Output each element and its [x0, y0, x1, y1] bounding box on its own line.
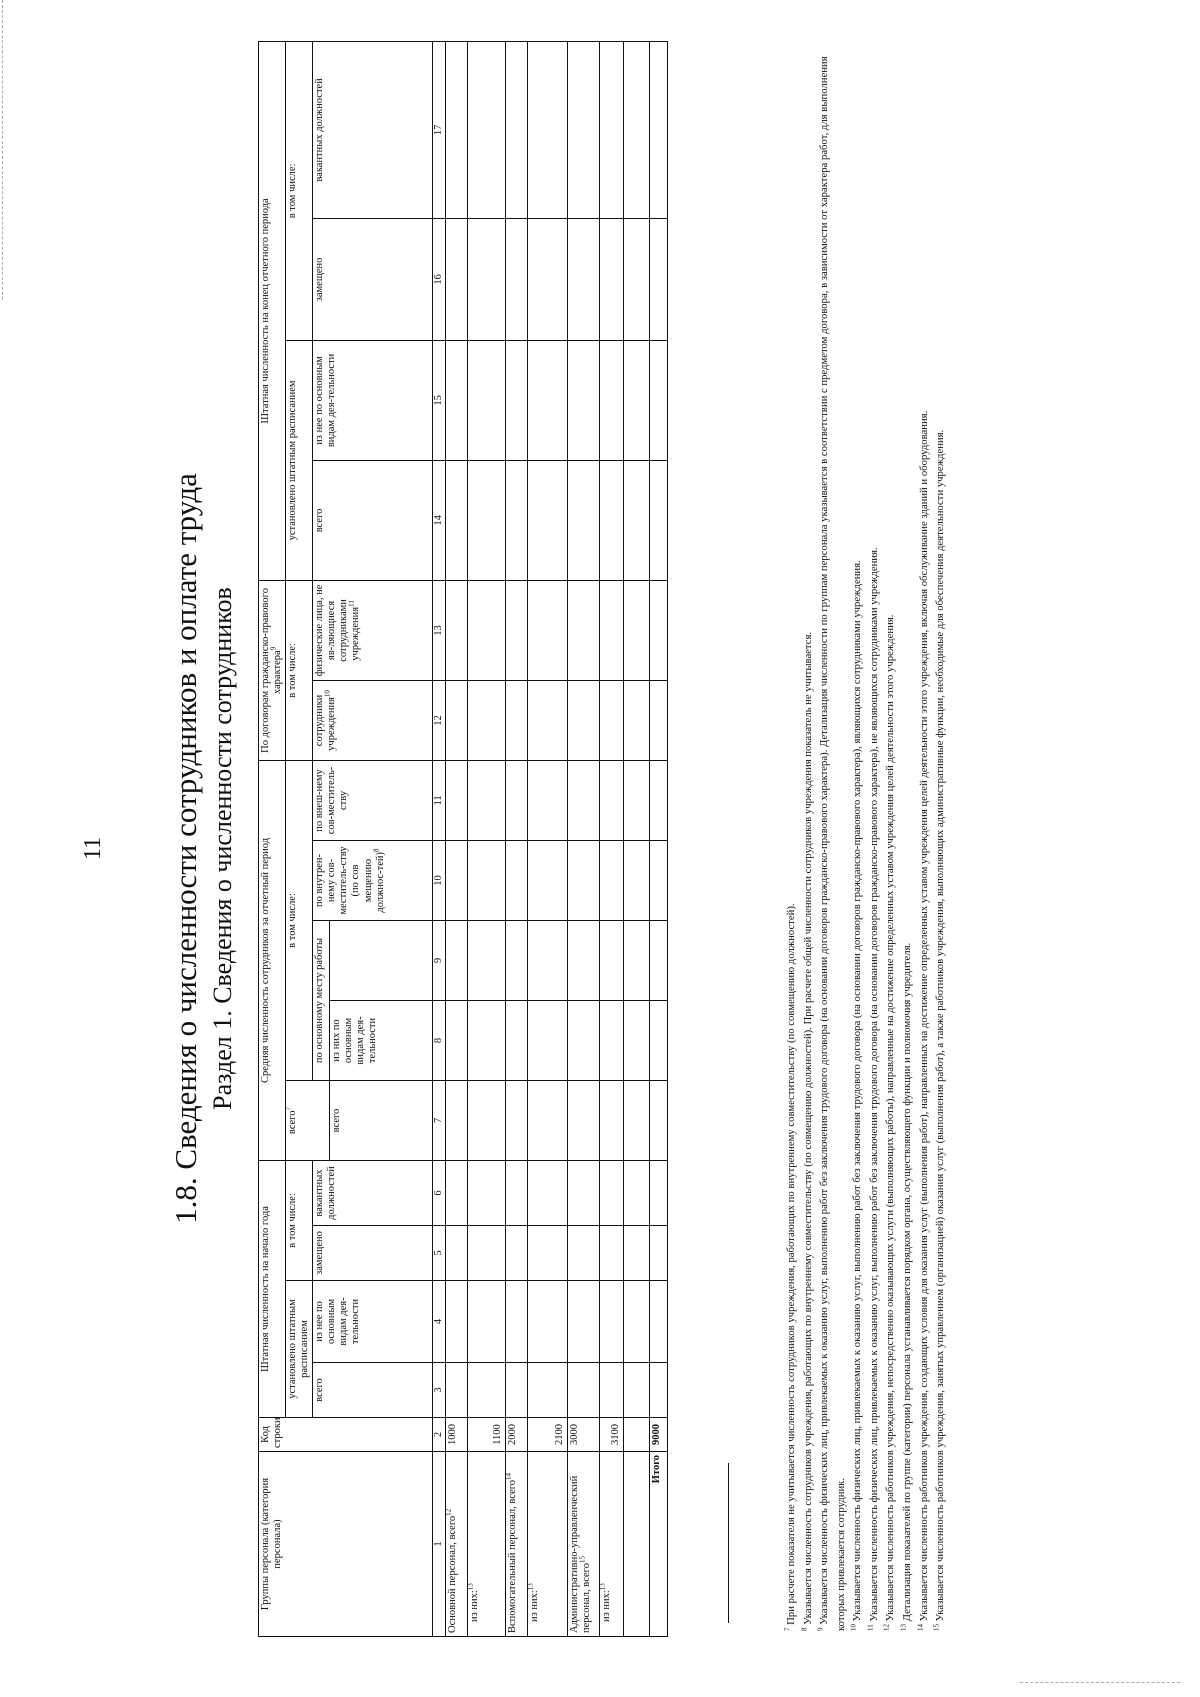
data-cell [528, 1161, 568, 1226]
data-cell [650, 921, 668, 1001]
header-main-place: по основному месту работы [313, 921, 330, 1081]
data-cell [528, 1363, 568, 1418]
data-cell [568, 1281, 600, 1363]
row-code: 2000 [506, 1418, 528, 1452]
data-cell [446, 1001, 468, 1081]
page-number: 11 [80, 836, 106, 861]
header-contracts: По договорам гражданско-правового характера$^9$ [259, 580, 286, 760]
data-cell [506, 218, 528, 340]
data-cell [468, 1081, 506, 1161]
column-number: 14 [433, 460, 446, 580]
data-cell [568, 1363, 600, 1418]
data-cell [528, 580, 568, 680]
data-cell [468, 1363, 506, 1418]
data-cell [468, 760, 506, 840]
data-cell [468, 340, 506, 460]
column-number: 8 [433, 1001, 446, 1081]
data-cell [446, 760, 468, 840]
footnote: $^9$ Указывается численность физических лиц, привлекаемых к оказанию услуг, выполнению работ без заключения трудового договора (на основании договоров гражданско-правового характера). Детализация численности по группам персонала указывается в соответствии с предметом договора, в зависимости от характера работ, для выполнения которых привлекается сотрудник. [816, 56, 847, 1631]
table-row [506, 41, 528, 1636]
column-number: 16 [433, 218, 446, 340]
header-vacant: вакантных должностей [313, 41, 433, 218]
data-cell [506, 921, 528, 1001]
data-cell [624, 841, 650, 921]
header-including: в том числе: [286, 41, 313, 340]
column-number: 6 [433, 1161, 446, 1226]
row-label: из них:$^{13}$ [468, 1452, 506, 1637]
data-cell [446, 1281, 468, 1363]
row-code: 1100 [468, 1418, 506, 1452]
header-staff: сотрудники учреждения$^{10}$ [313, 680, 433, 760]
row-code: 3000 [568, 1418, 600, 1452]
header-including: в том числе: [286, 1161, 313, 1281]
data-cell [446, 841, 468, 921]
row-code: 3100 [600, 1418, 624, 1452]
data-cell [600, 41, 624, 218]
data-cell [506, 841, 528, 921]
data-cell [446, 921, 468, 1001]
data-cell [624, 1081, 650, 1161]
footnote: $^{11}$ Указывается численность физических лиц, привлекаемых к оказанию услуг, выполнению работ без заключения трудового договора (на основании договоров гражданско-правового характера), не являющихся сотрудниками учреждения. [866, 547, 880, 1631]
header-code: Код строки [259, 1418, 433, 1452]
data-cell [468, 841, 506, 921]
data-cell [600, 1081, 624, 1161]
table-row [468, 41, 506, 1636]
data-cell [506, 1001, 528, 1081]
data-cell [528, 1001, 568, 1081]
footnotes [783, 41, 949, 1631]
header-average: Средняя численность сотрудников за отчетный период [259, 760, 286, 1160]
data-cell [528, 340, 568, 460]
data-cell [600, 1161, 624, 1226]
row-label: Административно-управленческий персонал, всего$^{15}$ [568, 1452, 600, 1637]
footnote: $^{14}$ Указывается численность работников учреждения, создающих условия для оказания услуг (выполнения работ), направленных на достижение определенных уставом учреждения целей деятельности этого учреждения, включая обслуживание зданий и оборудования. [916, 410, 930, 1631]
data-cell [624, 921, 650, 1001]
table-row [528, 41, 568, 1636]
header-total: всего [313, 460, 433, 580]
data-cell [506, 1281, 528, 1363]
data-cell [600, 460, 624, 580]
data-cell [624, 1281, 650, 1363]
header-total: всего [313, 1363, 433, 1418]
data-cell [468, 460, 506, 580]
data-cell [468, 580, 506, 680]
data-cell [600, 218, 624, 340]
column-numbers-row [433, 41, 446, 1636]
data-cell [624, 680, 650, 760]
data-cell [528, 921, 568, 1001]
data-cell [528, 1081, 568, 1161]
data-cell [528, 1281, 568, 1363]
data-cell [506, 340, 528, 460]
data-cell [568, 1226, 600, 1281]
column-number: 13 [433, 580, 446, 680]
footnote: $^8$ Указывается численность сотрудников учреждения, работающих по внутреннему совместительству (по совмещению должностей). При расчете общей численности сотрудников учреждения показатель не учитывается. [800, 631, 814, 1631]
data-cell [624, 760, 650, 840]
row-code: 2100 [528, 1418, 568, 1452]
data-cell [650, 680, 668, 760]
data-cell [568, 460, 600, 580]
column-number: 12 [433, 680, 446, 760]
header-established: установлено штатным расписанием [286, 340, 313, 580]
data-cell [624, 460, 650, 580]
data-cell [506, 1161, 528, 1226]
row-label: из них:$^{13}$ [528, 1452, 568, 1637]
data-cell [446, 1081, 468, 1161]
data-cell [468, 1281, 506, 1363]
data-cell [650, 580, 668, 680]
column-number: 9 [433, 921, 446, 1001]
header-established: установлено штатным расписанием [286, 1281, 313, 1418]
data-cell [528, 218, 568, 340]
data-cell [568, 1161, 600, 1226]
data-cell [600, 340, 624, 460]
data-cell [506, 460, 528, 580]
table-row [624, 41, 650, 1636]
footnote: $^{13}$ Детализация показателей по группе (категории) персонала устанавливается порядком органа, осуществляющего функции и полномочия учредителя. [899, 942, 914, 1631]
data-cell [468, 218, 506, 340]
header-start-of-year: Штатная численность на начало года [259, 1161, 286, 1418]
data-cell [468, 921, 506, 1001]
data-cell [650, 1081, 668, 1161]
header-internal: по внутрен-нему сов-меститель-ству (по сов мещению должнос-тей)$^8$ [313, 841, 433, 921]
data-cell [446, 218, 468, 340]
data-cell [600, 760, 624, 840]
footnote: $^7$ При расчете показателя не учитывается численность сотрудников учреждения, работающих по внутреннему совместительству (по совмещению должностей). [783, 903, 797, 1631]
data-cell [446, 1226, 468, 1281]
data-cell [624, 1363, 650, 1418]
data-cell [650, 841, 668, 921]
data-cell [568, 580, 600, 680]
data-cell [624, 41, 650, 218]
data-cell [506, 680, 528, 760]
table-row [568, 41, 600, 1636]
data-cell [624, 340, 650, 460]
column-number: 7 [433, 1081, 446, 1161]
data-cell [650, 460, 668, 580]
data-cell [568, 1001, 600, 1081]
data-cell [600, 841, 624, 921]
column-number: 10 [433, 841, 446, 921]
data-cell [568, 760, 600, 840]
data-cell [568, 41, 600, 218]
data-cell [468, 1161, 506, 1226]
data-cell [600, 580, 624, 680]
data-cell [528, 41, 568, 218]
column-number: 17 [433, 41, 446, 218]
data-cell [650, 218, 668, 340]
header-including: в том числе: [286, 580, 313, 760]
column-number: 11 [433, 760, 446, 840]
footnote-divider [728, 1463, 729, 1623]
column-number: 3 [433, 1363, 446, 1418]
data-cell [446, 41, 468, 218]
data-cell [650, 1363, 668, 1418]
data-cell [506, 1226, 528, 1281]
data-cell [528, 841, 568, 921]
data-cell [446, 1363, 468, 1418]
header-avg-total: всего$^7$ [286, 1081, 330, 1161]
data-cell [568, 921, 600, 1001]
data-cell [446, 580, 468, 680]
data-cell [506, 1081, 528, 1161]
header-individuals: физические лица, не яв-ляющиеся сотрудниками учреждения$^{11}$ [313, 580, 433, 680]
row-label: Основной персонал, всего$^{12}$ [446, 1452, 468, 1637]
column-number: 4 [433, 1281, 446, 1363]
data-cell [650, 340, 668, 460]
footnote: $^{10}$ Указывается численность физических лиц, привлекаемых к оказанию услуг, выполнению работ без заключения трудового договора (на основании договоров гражданско-правового характера), являющихся сотрудниками учреждения. [849, 560, 864, 1631]
data-cell [650, 1226, 668, 1281]
row-label: Итого [650, 1452, 668, 1637]
data-cell [600, 921, 624, 1001]
header-external: по внеш-нему сов-меститель-ству [313, 760, 433, 840]
data-cell [650, 1001, 668, 1081]
header-of-which: из нее по основным видам дея-тельности [313, 1281, 433, 1363]
data-cell [528, 680, 568, 760]
header-of-them: из них по основным видам дея-тельности [330, 1001, 433, 1081]
data-cell [468, 1226, 506, 1281]
header-of-which: из нее по основным видам дея-тельности [313, 340, 433, 460]
data-cell [506, 1363, 528, 1418]
data-cell [568, 340, 600, 460]
data-cell [568, 218, 600, 340]
header-vacant: вакантных должностей [313, 1161, 433, 1226]
data-cell [600, 1281, 624, 1363]
table-row [650, 41, 668, 1636]
page-title: 1.8. Сведения о численности сотрудников и оплате труда [168, 473, 203, 1224]
row-label [624, 1452, 650, 1637]
data-cell [568, 1081, 600, 1161]
data-cell [624, 580, 650, 680]
data-cell [650, 41, 668, 218]
data-cell [568, 680, 600, 760]
data-cell [506, 760, 528, 840]
row-label: из них:$^{13}$ [600, 1452, 624, 1637]
data-cell [468, 1001, 506, 1081]
data-cell [528, 1226, 568, 1281]
footnote: $^{12}$ Указывается численность работников учреждения, непосредственно оказывающих услуги (выполняющих работы), направленные на достижение определенных уставом учреждения целей деятельности этого учреждения. [882, 614, 897, 1631]
section-title: Раздел 1. Сведения о численности сотрудников [208, 587, 237, 1110]
data-cell [568, 841, 600, 921]
data-cell [528, 760, 568, 840]
data-cell [446, 1161, 468, 1226]
data-cell [600, 1226, 624, 1281]
row-code [624, 1418, 650, 1452]
data-cell [506, 580, 528, 680]
header-filled: замещено [313, 1226, 433, 1281]
column-number: 2 [433, 1418, 446, 1452]
header-group: Группы персонала (категория персонала) [259, 1452, 433, 1637]
column-number: 15 [433, 340, 446, 460]
data-cell [624, 1226, 650, 1281]
data-cell [446, 460, 468, 580]
data-cell [446, 340, 468, 460]
data-cell [650, 760, 668, 840]
staff-table [258, 41, 668, 1637]
table-row [600, 41, 624, 1636]
data-cell [468, 680, 506, 760]
column-number: 5 [433, 1226, 446, 1281]
column-number: 1 [433, 1452, 446, 1637]
data-cell [650, 1281, 668, 1363]
row-code: 1000 [446, 1418, 468, 1452]
header-end-of-period: Штатная численность на конец отчетного периода [259, 41, 286, 580]
header-including: в том числе: [286, 760, 313, 1080]
header-avg-total-main: всего [330, 1081, 433, 1161]
header-filled: замещено [313, 218, 433, 340]
data-cell [624, 1001, 650, 1081]
data-cell [446, 680, 468, 760]
data-cell [528, 460, 568, 580]
footnote: $^{15}$ Указывается численность работников учреждения, занятых управлением (организацией) оказания услуг (выполнения работ), а также работников учреждения, выполняющих административные функции, необходимые для обеспечения деятельности учреждения. [932, 429, 947, 1631]
row-code: 9000 [650, 1418, 668, 1452]
table-row [446, 41, 468, 1636]
data-cell [600, 1363, 624, 1418]
data-cell [624, 1161, 650, 1226]
data-cell [650, 1161, 668, 1226]
row-label: Вспомогательный персонал, всего$^{14}$ [506, 1452, 528, 1637]
data-cell [600, 680, 624, 760]
data-cell [468, 41, 506, 218]
data-cell [506, 41, 528, 218]
data-cell [624, 218, 650, 340]
data-cell [600, 1001, 624, 1081]
